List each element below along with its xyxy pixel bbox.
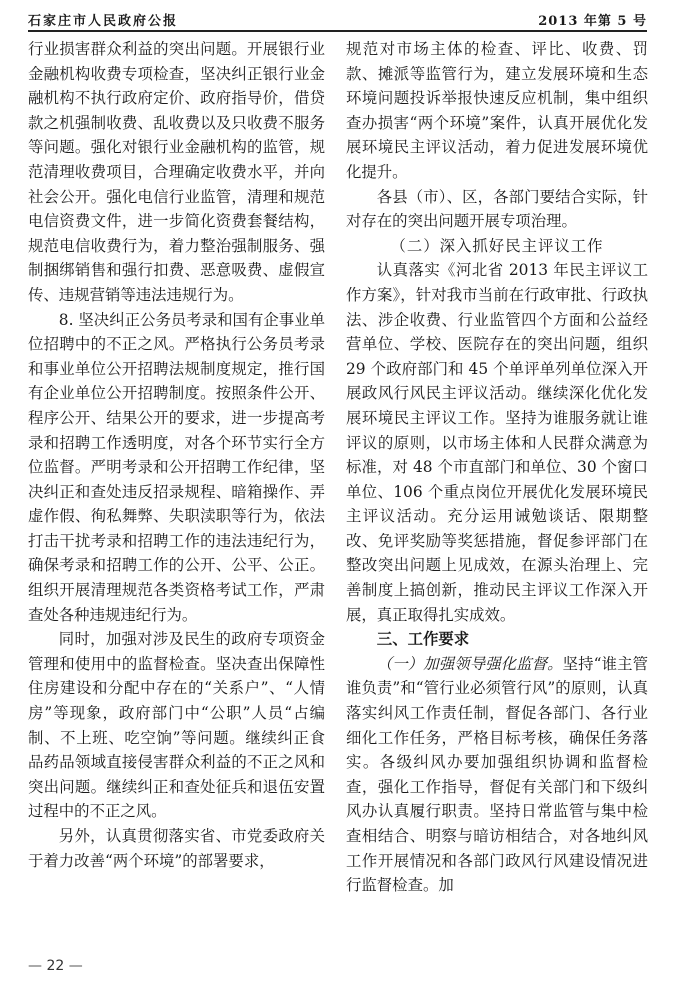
- left-paragraph-3: 同时，加强对涉及民生的政府专项资金管理和使用中的监督检查。坚决查出保障性住房建设和分配中存在的“关系户”、“人情房”等现象，政府部门中“公职”人员“占编制、不上班、吃空饷”等问题。继续纠正食品药品领域直接侵害群众利益的不正之风和突出问题。继续纠正和查处征兵和退伍安置过程中的不正之风。: [28, 630, 325, 821]
- right-paragraph-2: 各县（市）、区，各部门要结合实际，针对存在的突出问题开展专项治理。: [346, 187, 648, 231]
- left-paragraph-4: 另外，认真贯彻落实省、市党委政府关于着力改善“两个环境”的部署要求，: [28, 827, 325, 870]
- left-paragraph-1: 行业损害群众利益的突出问题。开展银行业金融机构收费专项检查，坚决纠正银行业金融机构不执行政府定价、政府指导价，借贷款之机强制收费、乱收费以及只收费不服务等问题。强化对银行业金融机构的监管，规范清理收费项目，合理确定收费水平，并向社会公开。强化电信行业监管，清理和规范电信资费文件，进一步简化资费套餐结构，规范电信收费行为，着力整治强制服务、强制捆绑销售和强行扣费、恶意吸费、虚假宣传、违规营销等违法违规行为。: [28, 40, 325, 304]
- right-paragraph-1: 规范对市场主体的检查、评比、收费、罚款、摊派等监管行为，建立发展环境和生态环境问题投诉举报快速反应机制，集中组织查办损害“两个环境”案件，认真开展优化发展环境民主评议活动，着力促进发展环境优化提升。: [346, 40, 648, 181]
- footer-dash-right: —: [68, 958, 83, 974]
- section-heading: 三、工作要求: [376, 630, 470, 649]
- page-number: 22: [46, 958, 65, 974]
- right-column: [346, 37, 648, 937]
- right-paragraph-3: 认真落实《河北省 2013 年民主评议工作方案》，针对我市当前在行政审批、行政执法、涉企收费、行业监管四个方面和公益经营单位、学校、医院存在的突出问题，组织 29 个政府部门和 45 个单评单列单位深入开展政风行风民主评议活动。继续深化优化发展环境民主评议工作。坚持为谁服务就让谁评议的原则，以市场主体和人民群众满意为标准，对 48 个市直部门和单位、30 个窗口单位、106 个重点岗位开展优化发展环境民主评议活动。充分运用诫勉谈话、限期整改、免评奖励等奖惩措施，督促参评部门在整改突出问题上见成效，在源头治理上、完善制度上搞创新，推动民主评议工作深入开展，真正取得扎实成效。: [346, 261, 648, 624]
- left-paragraph-2: 8. 坚决纠正公务员考录和国有企事业单位招聘中的不正之风。严格执行公务员考录和事业单位公开招聘法规制度规定，推行国有企业单位公开招聘制度。按照条件公开、程序公开、结果公开的要求，进一步提高考录和招聘工作透明度，对各个环节实行全方位监督。严明考录和公开招聘工作纪律，坚决纠正和查处违反招录规程、暗箱操作、弄虚作假、徇私舞弊、失职渎职等行为，依法打击干扰考录和招聘工作的违法违纪行为，确保考录和招聘工作的公开、公平、公正。组织开展清理规范各类资格考试工作，严肃查处各种违规违纪行为。: [28, 310, 325, 624]
- section-subheading: （二）深入抓好民主评议工作: [390, 236, 604, 255]
- publication-title: 石家庄市人民政府公报: [28, 14, 179, 29]
- left-column: [28, 37, 325, 937]
- issue-number: 2013 年第 5 号: [538, 14, 647, 29]
- right-paragraph-4: [346, 652, 648, 898]
- paragraph-body: 坚持“谁主管谁负责”和“管行业必须管行风”的原则，认真落实纠风工作责任制，督促各部门、各行业细化工作任务，严格目标考核，确保任务落实。各级纠风办要加强组织协调和监督检查，强化工作指导，督促有关部门和下级纠风办认真履行职责。坚持日常监管与集中检查相结合、明察与暗访相结合，对各地纠风工作开展情况和各部门政风行风建设情况进行监督检查。加: [346, 654, 648, 895]
- page-footer: [28, 958, 83, 974]
- footer-dash-left: —: [28, 958, 42, 974]
- running-header: [28, 8, 647, 32]
- paragraph-lead-heading: （一）加强领导强化监督。: [376, 654, 563, 673]
